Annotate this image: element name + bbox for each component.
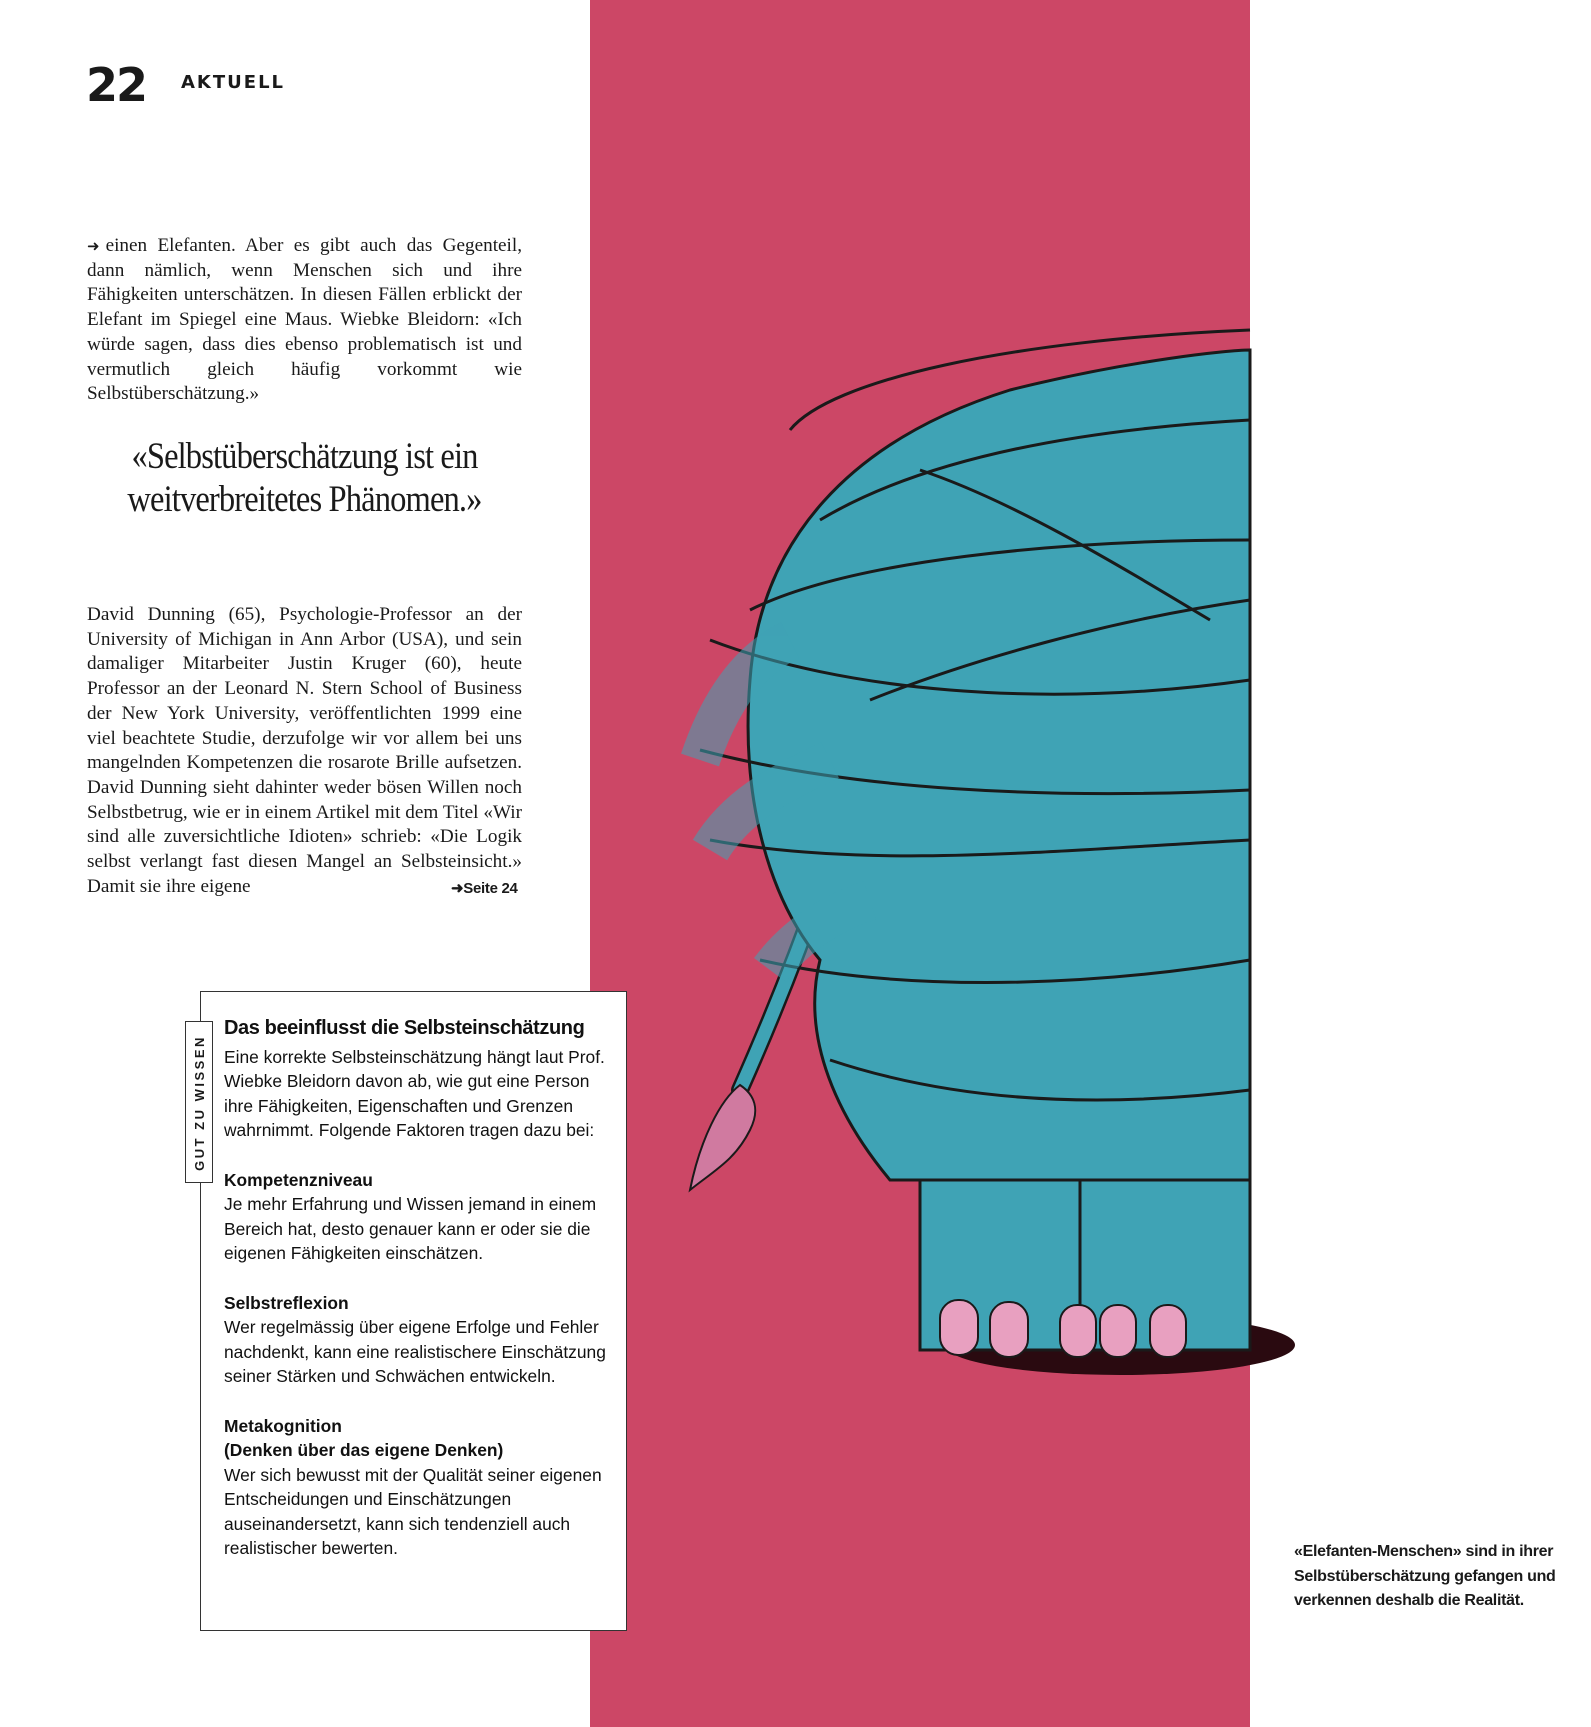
arrow-right-icon: ➜	[451, 880, 464, 897]
continued-on-link[interactable]	[451, 880, 518, 898]
article-paragraph-1	[87, 234, 522, 407]
continued-on-label: Seite 24	[463, 880, 518, 897]
factor-heading: Selbstreflexion	[224, 1292, 349, 1313]
continuation-arrow-icon: ➜	[87, 237, 100, 255]
pull-quote: «Selbstüberschätzung ist ein weitverbreitetes Phänomen.»	[127, 436, 482, 520]
info-box-title: Das beeinflusst die Selbsteinschätzung	[224, 1017, 585, 1039]
caption-text: «Elefanten-Menschen» sind in ihrer Selbstüberschätzung gefangen und verkennen deshalb die Realität.	[1291, 1542, 1559, 1610]
paragraph-1-text: einen Elefanten. Aber es gibt auch das Gegenteil, dann nämlich, wenn Menschen sich und ihre Fähigkeiten unterschätzen. In diesen Fällen erblickt der Elefant im Spiegel eine Maus. Wiebke Bleidorn: «Ich würde sagen, dass dies ebenso problematisch ist und vermutlich gleich häufig vorkommt wie Selbstüberschätzung.»	[87, 235, 522, 405]
factor-subheading: (Denken über das eigene Denken)	[224, 1440, 504, 1461]
factor-text: Wer regelmässig über eigene Erfolge und Fehler nachdenkt, kann eine realistischere Einschätzung seiner Stärken und Schwächen entwickeln.	[224, 1317, 606, 1387]
info-box-intro: Eine korrekte Selbsteinschätzung hängt laut Prof. Wiebke Bleidorn davon ab, wie gut eine Person ihre Fähigkeiten, Eigenschaften und Grenzen wahrnimmt. Folgende Faktoren tragen dazu bei:	[224, 1046, 605, 1141]
elephant-illustration	[590, 0, 1250, 1727]
info-box-content	[224, 1016, 616, 1561]
info-box-tag	[185, 1021, 213, 1183]
factor-text: Je mehr Erfahrung und Wissen jemand in einem Bereich hat, desto genauer kann er oder sie die eigenen Fähigkeiten einschätzen.	[224, 1194, 597, 1264]
factor-heading: Metakognition	[224, 1415, 342, 1436]
factor-heading: Kompetenzniveau	[224, 1169, 373, 1190]
section-label: AKTUELL	[181, 72, 286, 93]
article-paragraph-2: David Dunning (65), Psychologie-Professor an der University of Michigan in Ann Arbor (USA), und sein damaliger Mitarbeiter Justin Kruger (60), heute Professor an der Leonard N. Stern School of Business der New York University, veröffentlichten 1999 eine viel beachtete Studie, derzufolge wir vor allem bei uns mangelnden Kompetenzen die rosarote Brille aufsetzen. David Dunning sieht dahinter weder bösen Willen noch Selbstbetrug, wie er in einem Artikel mit dem Titel «Wir sind alle zuversichtliche Idioten» schrieb: «Die Logik selbst verlangt fast diesen Mangel an Selbsteinsicht.» Damit sie ihre eigene	[87, 604, 522, 897]
illustration-panel	[590, 0, 1556, 1727]
illustration-caption	[1291, 1540, 1591, 1614]
info-box-tag-label: GUT ZU WISSEN	[192, 1035, 207, 1171]
tail-tuft	[690, 1085, 755, 1190]
factor-text: Wer sich bewusst mit der Qualität seiner eigenen Entscheidungen und Einschätzungen auseinandersetzt, kann sich tendenziell auch realistischer bewerten.	[224, 1464, 602, 1559]
page-number: 22	[86, 58, 147, 112]
